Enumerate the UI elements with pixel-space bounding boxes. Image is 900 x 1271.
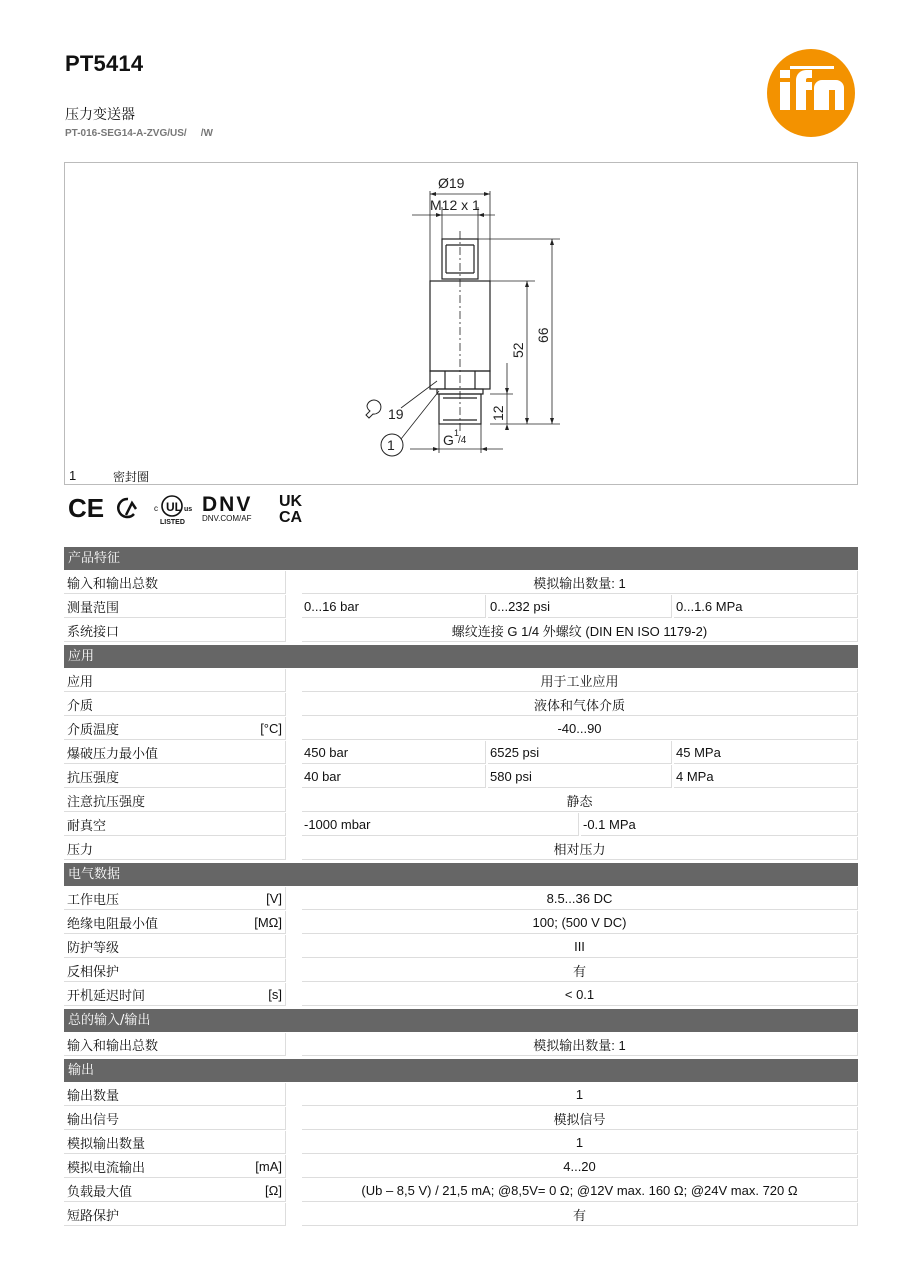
svg-text:DNV: DNV	[202, 493, 253, 516]
spec-label: 输入和输出总数	[67, 576, 159, 592]
dim-diameter: Ø19	[438, 175, 465, 191]
spec-label-cell	[64, 1203, 286, 1226]
spec-label-cell	[64, 837, 286, 860]
spec-section	[64, 1009, 858, 1056]
spec-section	[64, 645, 858, 860]
article-code-main: PT-016-SEG14-A-ZVG/US/	[65, 128, 187, 139]
spec-row	[64, 837, 858, 860]
spec-label: 模拟输出数量	[67, 1136, 146, 1152]
ce-mark	[68, 493, 104, 523]
svg-text:CE: CE	[68, 493, 105, 523]
spec-label: 输出数量	[67, 1088, 120, 1104]
spec-value: 0...1.6 MPa	[674, 595, 858, 618]
spec-label-cell	[64, 1033, 286, 1056]
spec-row	[64, 935, 858, 958]
spec-value: 40 bar	[302, 765, 486, 788]
spec-value: 静态	[302, 789, 858, 812]
svg-text:DNV.COM/AF: DNV.COM/AF	[202, 514, 252, 523]
legend-text: 密封圈	[113, 470, 150, 484]
spec-value: 6525 psi	[488, 741, 672, 764]
drawing-legend	[69, 468, 149, 485]
spec-row	[64, 741, 858, 764]
spec-label: 工作电压	[67, 892, 120, 908]
spec-label-cell	[64, 693, 286, 716]
spec-value: (Ub – 8,5 V) / 21,5 mA; @8,5V= 0 Ω; @12V max. 160 Ω; @24V max. 720 Ω	[302, 1179, 858, 1202]
spec-unit: [mA]	[255, 1158, 282, 1174]
callout-number: 1	[387, 437, 395, 453]
spec-value: 用于工业应用	[302, 669, 858, 692]
spec-row	[64, 1179, 858, 1202]
spec-row	[64, 693, 858, 716]
spec-row	[64, 813, 858, 836]
spec-label-cell	[64, 959, 286, 982]
spec-row	[64, 619, 858, 642]
product-subtitle: 压力变送器	[65, 107, 135, 123]
spec-value: III	[302, 935, 858, 958]
spec-section	[64, 547, 858, 642]
dim-52: 52	[510, 342, 526, 358]
spec-label-cell	[64, 1155, 286, 1178]
legend-number: 1	[69, 468, 77, 483]
spec-row	[64, 887, 858, 910]
spec-value: 4 MPa	[674, 765, 858, 788]
spec-label-cell	[64, 669, 286, 692]
spec-row	[64, 1155, 858, 1178]
certification-marks	[68, 491, 318, 525]
svg-text:LISTED: LISTED	[160, 519, 185, 525]
spec-label: 测量范围	[67, 600, 120, 616]
spec-label-cell	[64, 789, 286, 812]
spec-label: 介质温度	[67, 722, 120, 738]
dim-g-sub: /4	[458, 435, 467, 446]
section-header: 总的输入/输出	[64, 1009, 858, 1032]
section-header: 应用	[64, 645, 858, 668]
spec-unit: [°C]	[260, 720, 282, 736]
spec-value: 有	[302, 959, 858, 982]
spec-value: 100; (500 V DC)	[302, 911, 858, 934]
spec-row	[64, 595, 858, 618]
spec-label-cell	[64, 1083, 286, 1106]
spec-label: 模拟电流输出	[67, 1160, 146, 1176]
svg-text:CA: CA	[279, 509, 303, 525]
spec-value: 模拟输出数量: 1	[302, 1033, 858, 1056]
sensor-technical-drawing	[65, 163, 859, 486]
spec-label: 爆破压力最小值	[67, 746, 159, 762]
spec-label: 应用	[67, 674, 94, 690]
spec-value: 螺纹连接 G 1/4 外螺纹 (DIN EN ISO 1179-2)	[302, 619, 858, 642]
spec-value: 1	[302, 1131, 858, 1154]
dimension-drawing	[64, 162, 858, 485]
spec-label-cell	[64, 595, 286, 618]
spec-row	[64, 1033, 858, 1056]
ukca-mark	[279, 493, 303, 525]
spec-label-cell	[64, 1131, 286, 1154]
spec-value: 相对压力	[302, 837, 858, 860]
product-title: PT5414	[65, 51, 144, 76]
dim-g-sup: 1	[454, 428, 460, 438]
spec-value: 1	[302, 1083, 858, 1106]
spec-label: 开机延迟时间	[67, 988, 146, 1004]
dim-g-thread: G	[443, 432, 454, 448]
spec-value: 0...232 psi	[488, 595, 672, 618]
spec-value: 0...16 bar	[302, 595, 486, 618]
svg-text:c: c	[154, 504, 158, 513]
svg-text:us: us	[184, 506, 193, 513]
article-code	[65, 128, 213, 139]
spec-tables	[64, 547, 858, 1229]
spec-label: 短路保护	[67, 1208, 120, 1224]
spec-label-cell	[64, 1107, 286, 1130]
spec-row	[64, 911, 858, 934]
spec-label: 绝缘电阻最小值	[67, 916, 159, 932]
spec-row	[64, 1131, 858, 1154]
section-header: 电气数据	[64, 863, 858, 886]
wrench-icon	[366, 400, 381, 418]
spec-value: 45 MPa	[674, 741, 858, 764]
spec-row	[64, 959, 858, 982]
dim-wrench-size: 19	[388, 406, 404, 422]
spec-value: 8.5...36 DC	[302, 887, 858, 910]
section-header: 输出	[64, 1059, 858, 1082]
spec-unit: [MΩ]	[254, 914, 282, 930]
spec-value: 450 bar	[302, 741, 486, 764]
spec-section	[64, 863, 858, 1006]
spec-label-cell	[64, 717, 286, 740]
article-code-suffix: /W	[200, 128, 213, 139]
spec-value: 液体和气体介质	[302, 693, 858, 716]
spec-row	[64, 717, 858, 740]
spec-row	[64, 669, 858, 692]
svg-text:UK: UK	[279, 493, 303, 510]
dim-12: 12	[490, 405, 506, 421]
spec-label-cell	[64, 983, 286, 1006]
dim-66: 66	[535, 327, 551, 343]
spec-row	[64, 789, 858, 812]
spec-label-cell	[64, 741, 286, 764]
spec-label: 反相保护	[67, 964, 120, 980]
spec-label-cell	[64, 571, 286, 594]
spec-label: 耐真空	[67, 818, 107, 834]
spec-label-cell	[64, 619, 286, 642]
spec-label: 介质	[67, 698, 94, 714]
spec-label-cell	[64, 935, 286, 958]
spec-label-cell	[64, 887, 286, 910]
spec-unit: [s]	[268, 986, 282, 1002]
spec-label: 压力	[67, 842, 94, 858]
spec-value: 有	[302, 1203, 858, 1226]
svg-text:UL: UL	[166, 500, 182, 514]
spec-section	[64, 1059, 858, 1226]
spec-unit: [V]	[266, 890, 282, 906]
rcm-mark-icon	[118, 499, 136, 517]
spec-row	[64, 1203, 858, 1226]
spec-row	[64, 765, 858, 788]
spec-value: < 0.1	[302, 983, 858, 1006]
spec-label: 负载最大值	[67, 1184, 133, 1200]
spec-value: -0.1 MPa	[581, 813, 858, 836]
spec-row	[64, 1107, 858, 1130]
spec-label: 防护等级	[67, 940, 120, 956]
spec-value: 580 psi	[488, 765, 672, 788]
spec-label: 抗压强度	[67, 770, 120, 786]
dnv-mark	[202, 493, 252, 523]
spec-value: -40...90	[302, 717, 858, 740]
section-header: 产品特征	[64, 547, 858, 570]
spec-value: -1000 mbar	[302, 813, 579, 836]
spec-label: 输出信号	[67, 1112, 120, 1128]
spec-label-cell	[64, 813, 286, 836]
spec-value: 模拟信号	[302, 1107, 858, 1130]
spec-label: 输入和输出总数	[67, 1038, 159, 1054]
spec-row	[64, 571, 858, 594]
spec-label-cell	[64, 911, 286, 934]
dim-thread: M12 x 1	[430, 197, 480, 213]
spec-label-cell	[64, 1179, 286, 1202]
spec-label-cell	[64, 765, 286, 788]
spec-label: 系统接口	[67, 624, 120, 640]
ul-listed-mark	[154, 496, 192, 525]
spec-label: 注意抗压强度	[67, 794, 146, 810]
spec-value: 4...20	[302, 1155, 858, 1178]
spec-row	[64, 983, 858, 1006]
spec-row	[64, 1083, 858, 1106]
ifm-logo	[766, 48, 856, 138]
spec-value: 模拟输出数量: 1	[302, 571, 858, 594]
spec-unit: [Ω]	[265, 1182, 282, 1198]
